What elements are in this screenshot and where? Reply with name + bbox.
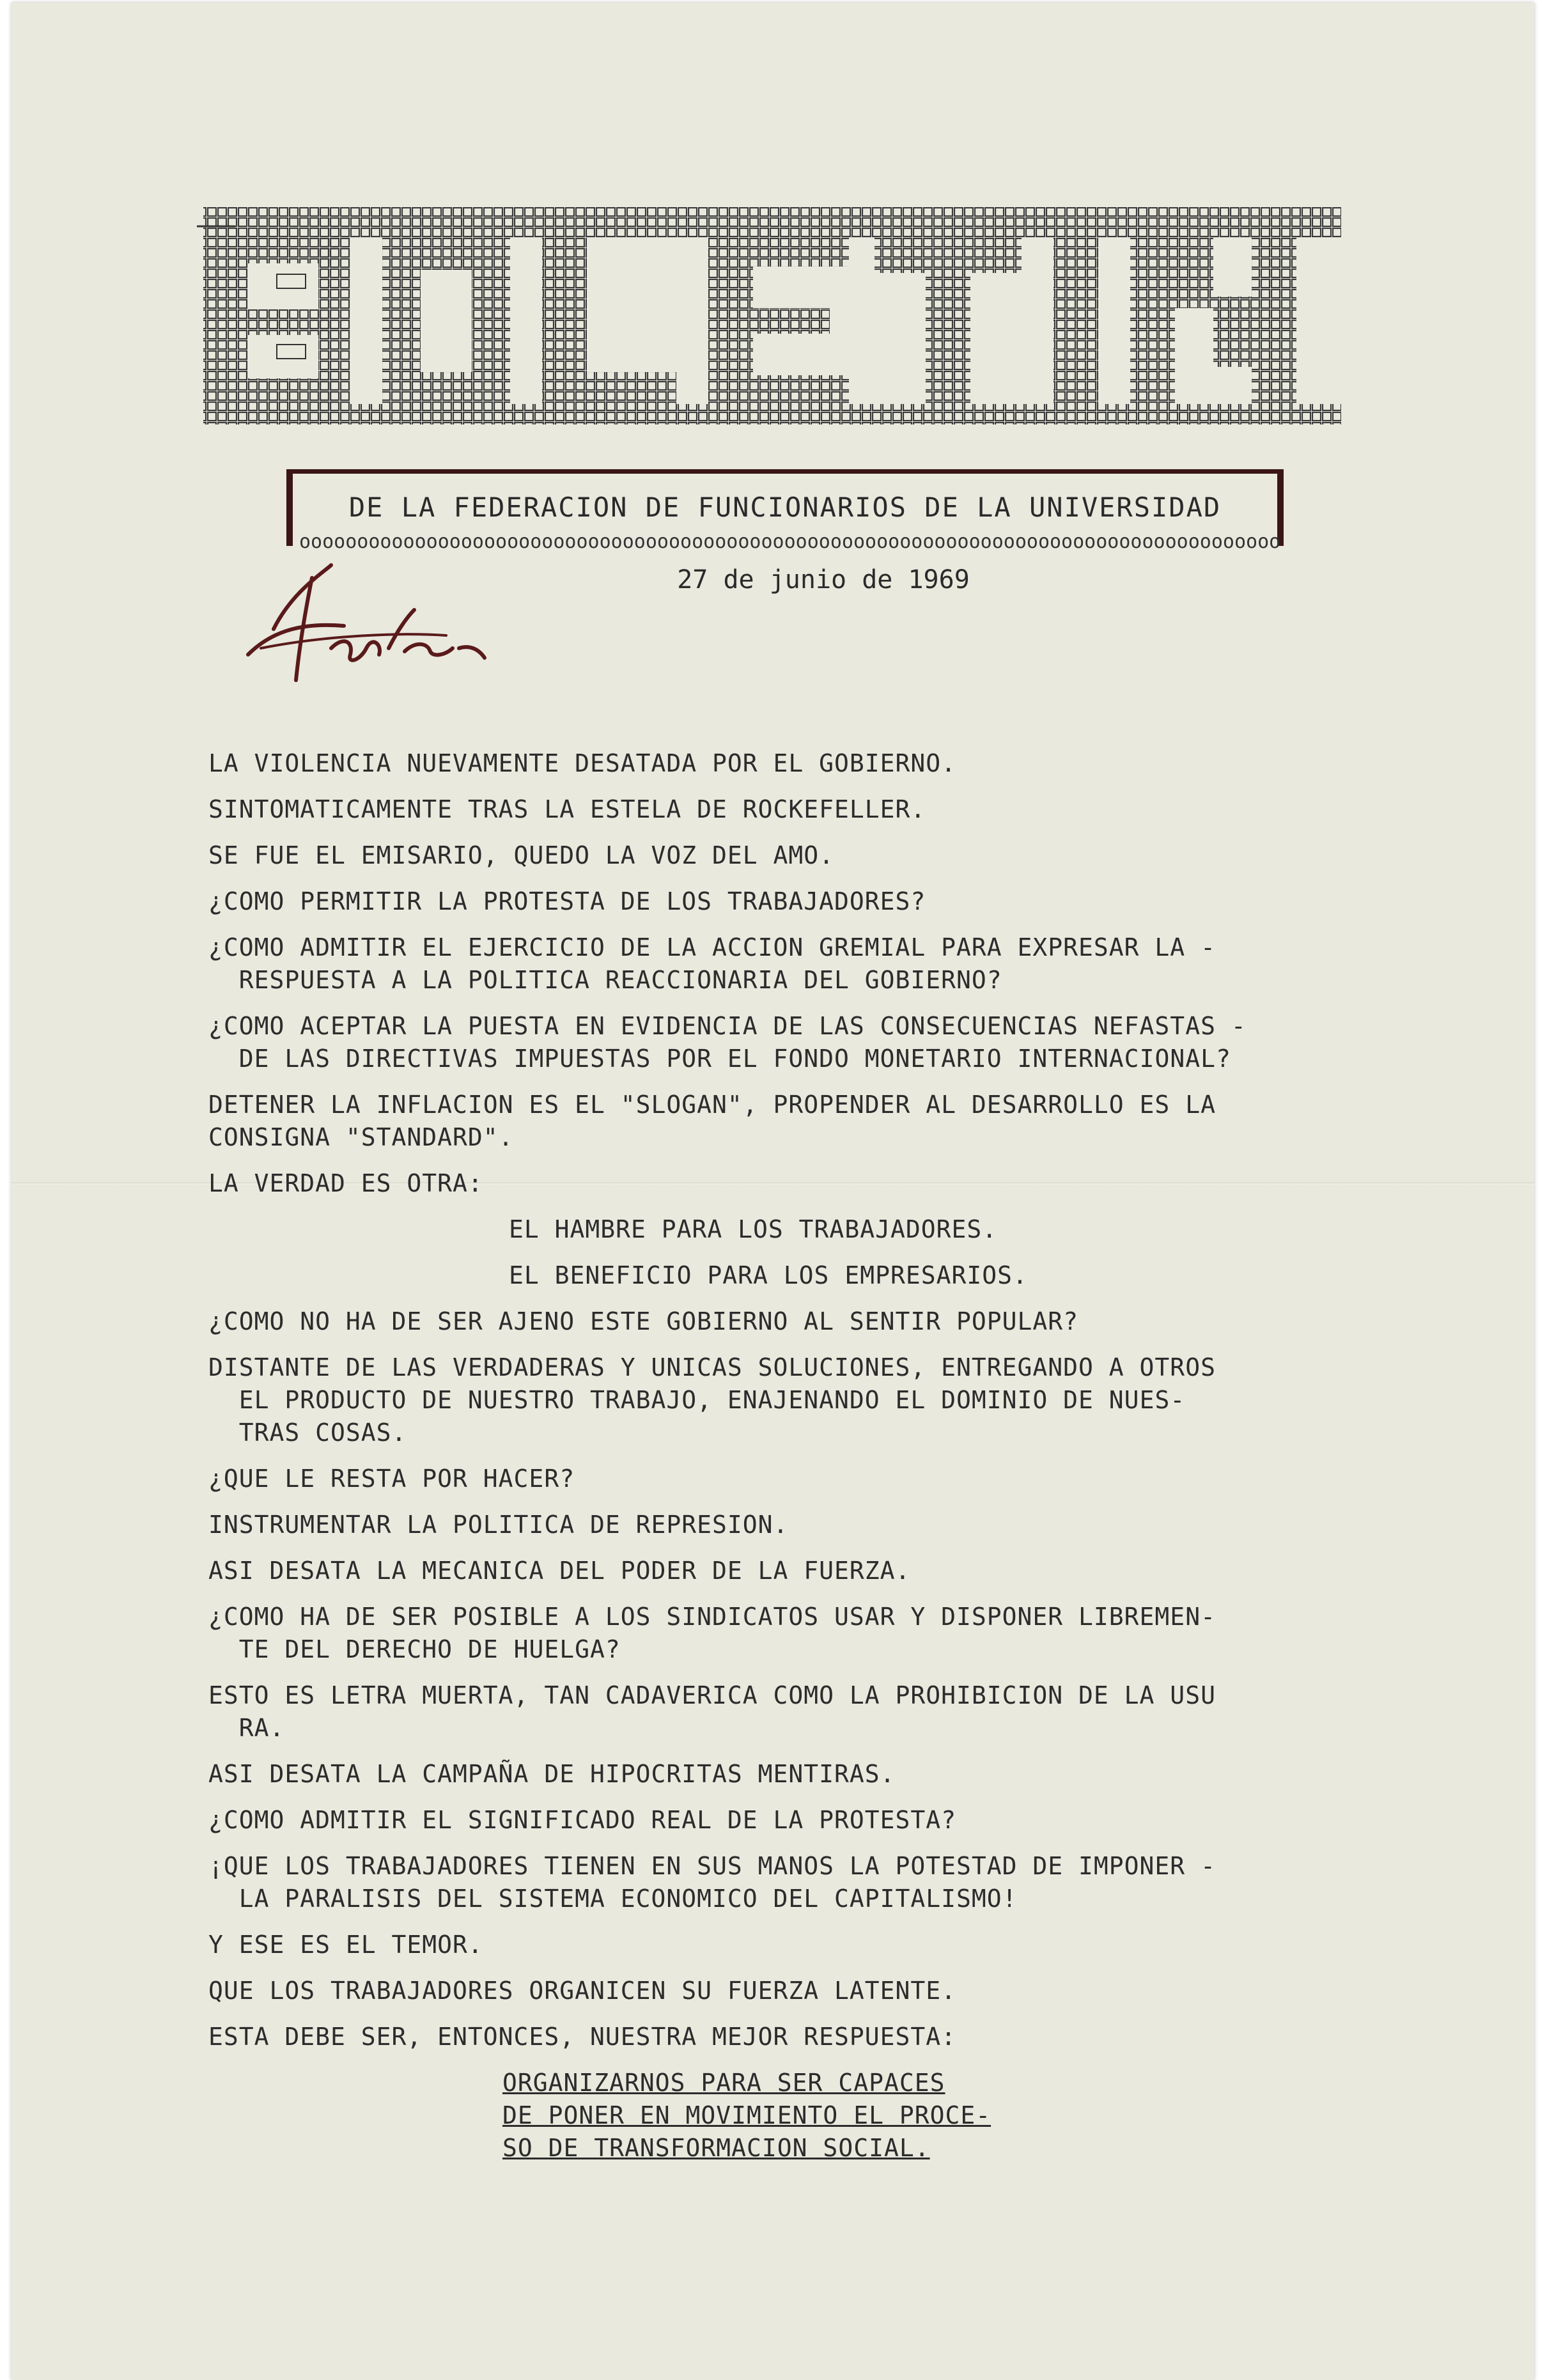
body-paragraph: ESTO ES LETRA MUERTA, TAN CADAVERICA COMO LA PROHIBICION DE LA USU RA. [208, 1681, 1216, 1742]
body-paragraph: ¡QUE LOS TRABAJADORES TIENEN EN SUS MANOS LA POTESTAD DE IMPONER - LA PARALISIS DEL SISTEMA ECONOMICO DEL CAPITALISMO! [208, 1852, 1216, 1913]
body-paragraph: ASI DESATA LA CAMPAÑA DE HIPOCRITAS MENTIRAS. [208, 1760, 896, 1788]
body-paragraph: INSTRUMENTAR LA POLITICA DE REPRESION. [208, 1511, 789, 1539]
body-paragraph: ¿COMO HA DE SER POSIBLE A LOS SINDICATOS USAR Y DISPONER LIBREMEN- TE DEL DERECHO DE HUELGA? [208, 1603, 1216, 1663]
body-paragraph: ¿COMO ADMITIR EL EJERCICIO DE LA ACCION GREMIAL PARA EXPRESAR LA - RESPUESTA A LA POLITICA REACCIONARIA DEL GOBIERNO? [208, 933, 1216, 994]
body-paragraph: ASI DESATA LA MECANICA DEL PODER DE LA FUERZA. [208, 1557, 911, 1585]
signature-mark [235, 552, 504, 693]
bulletin-body [208, 747, 1359, 2165]
body-paragraph: ¿COMO ACEPTAR LA PUESTA EN EVIDENCIA DE LAS CONSECUENCIAS NEFASTAS - DE LAS DIRECTIVAS IMPUESTAS POR EL FONDO MONETARIO INTERNACIONAL? [208, 1012, 1247, 1073]
body-paragraph: ¿QUE LE RESTA POR HACER? [208, 1465, 575, 1493]
masthead-title [197, 207, 1348, 476]
body-paragraph: DETENER LA INFLACION ES EL "SLOGAN", PROPENDER AL DESARROLLO ES LA CONSIGNA "STANDARD". [208, 1091, 1216, 1151]
body-paragraph: ¿COMO PERMITIR LA PROTESTA DE LOS TRABAJADORES? [208, 887, 926, 915]
body-paragraph-indented: EL HAMBRE PARA LOS TRABAJADORES. [509, 1215, 998, 1243]
body-paragraph: Y ESE ES EL TEMOR. [208, 1931, 483, 1959]
body-paragraph: SINTOMATICAMENTE TRAS LA ESTELA DE ROCKEFELLER. [208, 795, 926, 823]
ring-border: ooooooooooooooooooooooooooooooooooooooooooooooooooooooooooooooooooooooooooooooooooooo [299, 531, 1281, 552]
handwritten-signature [235, 552, 504, 693]
masthead-grid-lettering [197, 207, 1348, 476]
body-paragraph: ESTA DEBE SER, ENTONCES, NUESTRA MEJOR RESPUESTA: [208, 2023, 957, 2051]
body-paragraph: ¿COMO NO HA DE SER AJENO ESTE GOBIERNO AL SENTIR POPULAR? [208, 1307, 1079, 1335]
document-page [12, 3, 1534, 2380]
body-paragraph-indented: EL BENEFICIO PARA LOS EMPRESARIOS. [509, 1261, 1028, 1289]
bulletin-subtitle: DE LA FEDERACION DE FUNCIONARIOS DE LA UNIVERSIDAD [348, 492, 1222, 523]
body-paragraph: DISTANTE DE LAS VERDADERAS Y UNICAS SOLUCIONES, ENTREGANDO A OTROS EL PRODUCTO DE NUESTRO TRABAJO, ENAJENANDO EL DOMINIO DE NUES- TRAS COSAS. [208, 1353, 1216, 1447]
bulletin-date: 27 de junio de 1969 [677, 565, 970, 595]
body-paragraph: LA VERDAD ES OTRA: [208, 1169, 483, 1197]
body-paragraph: SE FUE EL EMISARIO, QUEDO LA VOZ DEL AMO. [208, 841, 834, 869]
closing-statement: ORGANIZARNOS PARA SER CAPACES DE PONER EN MOVIMIENTO EL PROCE- SO DE TRANSFORMACION SOCIAL. [502, 2069, 991, 2162]
body-paragraph: LA VIOLENCIA NUEVAMENTE DESATADA POR EL GOBIERNO. [208, 749, 957, 777]
body-paragraph: ¿COMO ADMITIR EL SIGNIFICADO REAL DE LA PROTESTA? [208, 1806, 957, 1834]
body-paragraph: QUE LOS TRABAJADORES ORGANICEN SU FUERZA LATENTE. [208, 1977, 957, 2005]
